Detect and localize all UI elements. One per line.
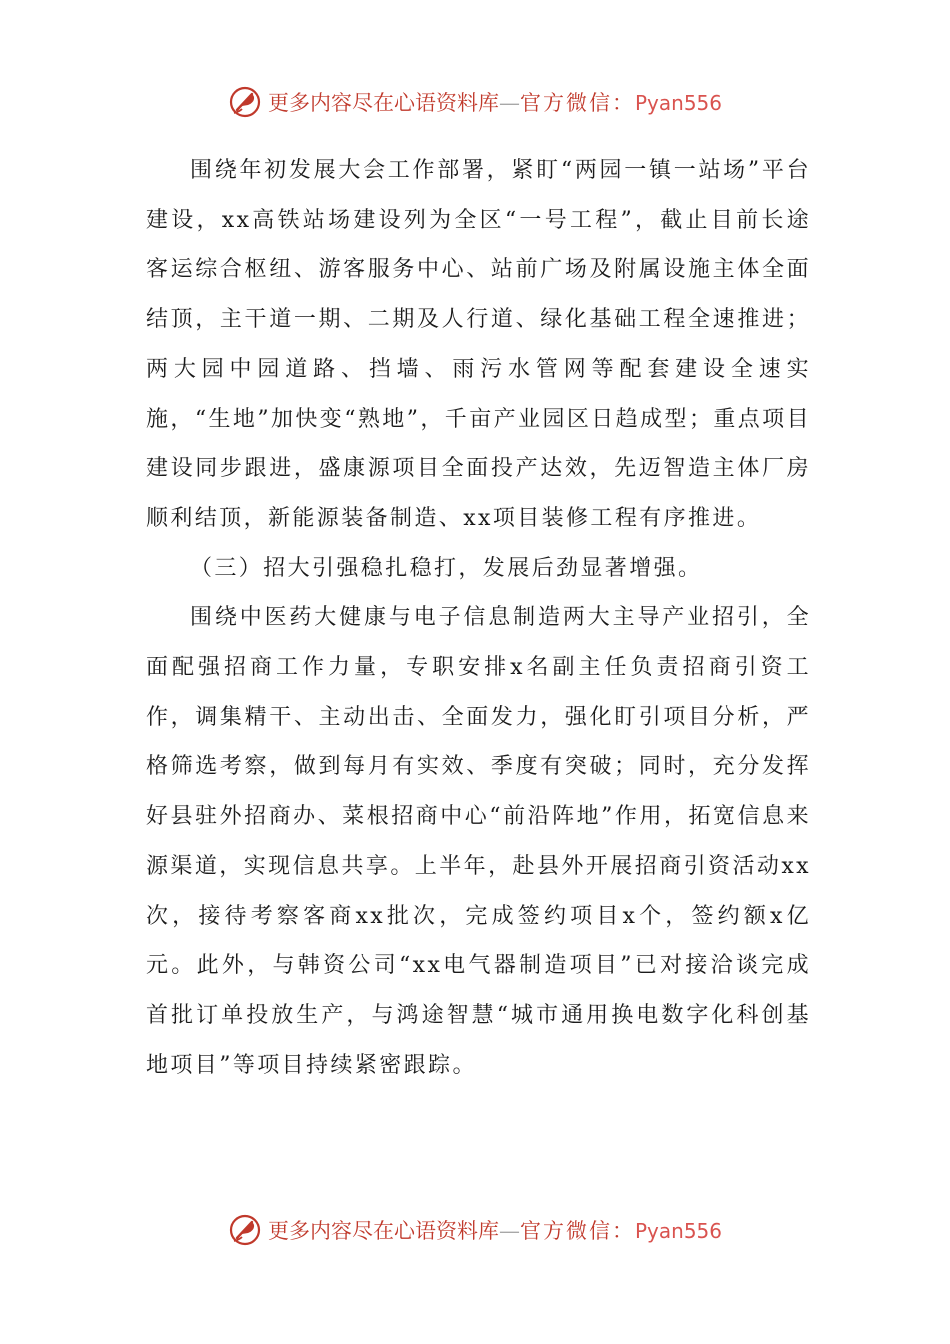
banner-text — [268, 1215, 722, 1245]
banner-text — [268, 87, 722, 117]
banner-official: 官方微信： — [519, 91, 635, 115]
banner-wechat-id: Pyan556 — [634, 91, 722, 115]
paragraph-1: 围绕年初发展大会工作部署，紧盯“两园一镇一站场”平台建设，xx高铁站场建设列为全区“一号工程”，截止目前长途客运综合枢纽、游客服务中心、站前广场及附属设施主体全面结顶，主干道一期、二期及人行道、绿化基础工程全速推进；两大园中园道路、挡墙、雨污水管网等配套建设全速实施，“生地”加快变“熟地”，千亩产业园区日趋成型；重点项目建设同步跟进，盛康源项目全面投产达效，先迈智造主体厂房顺利结顶，新能源装备制造、xx项目装修工程有序推进。 — [146, 158, 811, 531]
banner-official: 官方微信： — [519, 1219, 635, 1243]
banner-dash: — — [498, 91, 520, 115]
banner-main: 更多内容尽在心语资料库 — [267, 1219, 499, 1243]
document-body — [146, 146, 811, 1090]
footer-banner — [0, 1210, 950, 1250]
quill-logo-icon — [228, 1213, 262, 1247]
header-banner — [0, 82, 950, 122]
banner-dash: — — [498, 1219, 520, 1243]
paragraph-2: 围绕中医药大健康与电子信息制造两大主导产业招引，全面配强招商工作力量，专职安排x名副主任负责招商引资工作，调集精干、主动出击、全面发力，强化盯引项目分析，严格筛选考察，做到每月有实效、季度有突破；同时，充分发挥好县驻外招商办、菜根招商中心“前沿阵地”作用，拓宽信息来源渠道，实现信息共享。上半年，赴县外开展招商引资活动xx次，接待考察客商xx批次，完成签约项目x个，签约额x亿元。此外，与韩资公司“xx电气器制造项目”已对接洽谈完成首批订单投放生产，与鸿途智慧“城市通用换电数字化科创基地项目”等项目持续紧密跟踪。 — [146, 605, 811, 1078]
quill-logo-icon — [228, 85, 262, 119]
banner-main: 更多内容尽在心语资料库 — [267, 91, 499, 115]
banner-wechat-id: Pyan556 — [634, 1219, 722, 1243]
section-heading: （三）招大引强稳扎稳打，发展后劲显著增强。 — [190, 555, 703, 581]
